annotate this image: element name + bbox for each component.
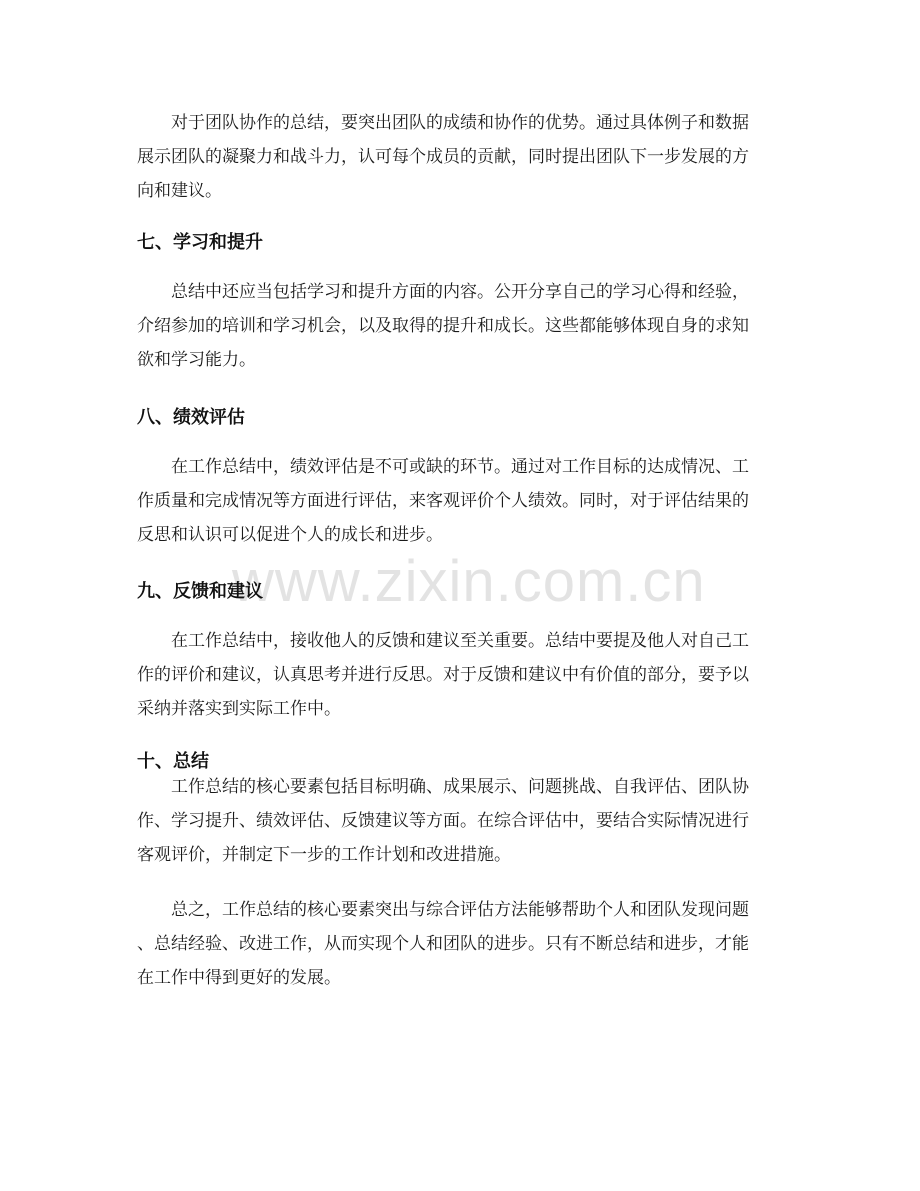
text-line: 总结中还应当包括学习和提升方面的内容。公开分享自己的学习心得和经验，	[171, 282, 749, 302]
text-line: 作、学习提升、绩效评估、反馈建议等方面。在综合评估中，要结合实际情况进行	[137, 811, 749, 831]
text-line: 展示团队的凝聚力和战斗力，认可每个成员的贡献，同时提出团队下一步发展的方	[137, 147, 749, 167]
text-line: 反思和认识可以促进个人的成长和进步。	[137, 525, 443, 545]
watermark: www.zixin.com.cn	[232, 549, 706, 614]
heading-learning-improvement: 七、学习和提升	[137, 232, 263, 253]
text-line: 总之，工作总结的核心要素突出与综合评估方法能够帮助个人和团队发现问题	[171, 900, 749, 920]
text-line: 在工作总结中，绩效评估是不可或缺的环节。通过对工作目标的达成情况、工	[171, 457, 749, 477]
paragraph-summary	[137, 770, 787, 872]
text-line: 对于团队协作的总结，要突出团队的成绩和协作的优势。通过具体例子和数据	[171, 113, 749, 133]
text-line: 客观评价，并制定下一步的工作计划和改进措施。	[137, 845, 511, 865]
heading-feedback-suggestions: 九、反馈和建议	[137, 581, 263, 602]
text-line: 介绍参加的培训和学习机会，以及取得的提升和成长。这些都能够体现自身的求知	[137, 316, 749, 336]
text-line: 在工作中得到更好的发展。	[137, 968, 341, 988]
paragraph-learning	[137, 275, 787, 377]
text-line: 作的评价和建议，认真思考并进行反思。对于反馈和建议中有价值的部分，要予以	[137, 665, 749, 685]
text-line: 、总结经验、改进工作，从而实现个人和团队的进步。只有不断总结和进步，才能	[137, 934, 749, 954]
paragraph-feedback	[137, 624, 787, 726]
text-line: 作质量和完成情况等方面进行评估，来客观评价个人绩效。同时，对于评估结果的	[137, 491, 749, 511]
text-line: 工作总结的核心要素包括目标明确、成果展示、问题挑战、自我评估、团队协	[171, 777, 749, 797]
text-line: 采纳并落实到实际工作中。	[137, 699, 341, 719]
heading-summary: 十、总结	[137, 751, 209, 772]
paragraph-performance	[137, 450, 787, 552]
paragraph-conclusion	[137, 893, 787, 995]
paragraph-team-collaboration	[137, 106, 787, 208]
text-line: 在工作总结中，接收他人的反馈和建议至关重要。总结中要提及他人对自己工	[171, 631, 749, 651]
heading-performance-evaluation: 八、绩效评估	[137, 407, 245, 428]
text-line: 向和建议。	[137, 181, 222, 201]
text-line: 欲和学习能力。	[137, 350, 256, 370]
